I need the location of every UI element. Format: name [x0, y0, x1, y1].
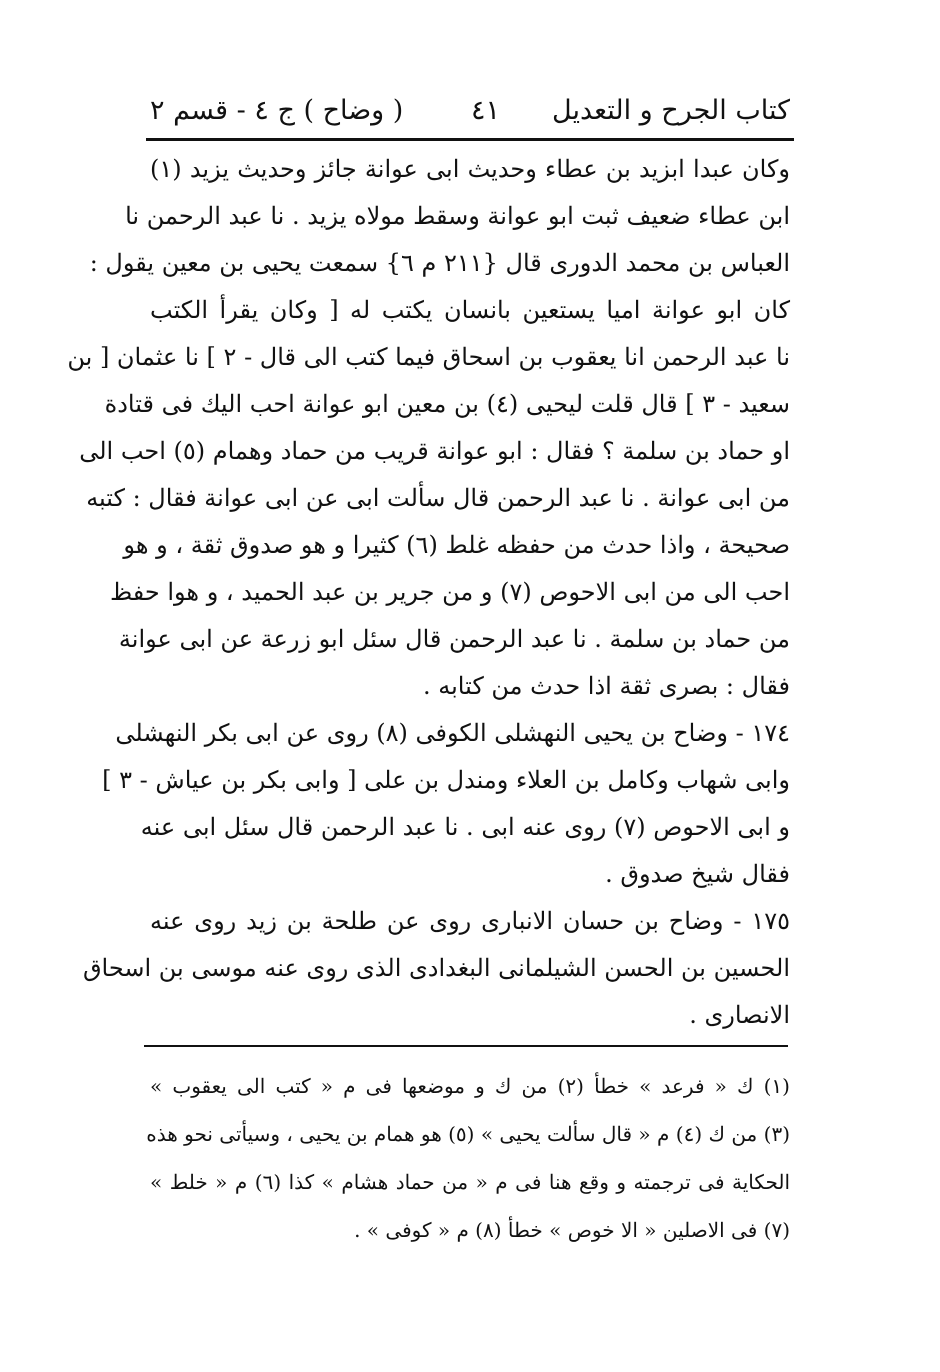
header-rule	[146, 138, 794, 141]
footnote-rule	[144, 1045, 788, 1047]
text-line: سعيد - ٣ ] قال قلت ليحيى (٤) بن معين ابو عوانة احب اليك فى قتادة	[104, 390, 790, 418]
footnote-line: (٣) من ك (٤) م « قال سألت يحيى » (٥) هو همام بن يحيى ، وسيأتى نحو هذه	[146, 1122, 790, 1146]
main-text	[67, 146, 790, 1039]
text-line: نا عبد الرحمن انا يعقوب بن اسحاق فيما كتب الى قال - ٢ ] نا عثمان [ بن	[67, 343, 790, 371]
entry-174-line: ١٧٤ - وضاح بن يحيى النهشلى الكوفى (٨) روى عن ابى بكر النهشلى	[115, 719, 790, 747]
text-line: فقال شيخ صدوق .	[605, 860, 790, 888]
text-line: صحيحة ، واذا حدث من حفظه غلط (٦) كثيرا و هو صدوق ثقة ، و هو	[123, 531, 790, 559]
text-line: ابن عطاء ضعيف ثبت ابو عوانة وسقط مولاه يزيد . نا عبد الرحمن نا	[125, 202, 790, 230]
text-line: وابى شهاب وكامل بن العلاء ومندل بن على [ وابى بكر بن عياش - ٣ ]	[102, 766, 790, 794]
text-line: و ابى الاحوص (٧) روى عنه ابى . نا عبد الرحمن قال سئل ابى عنه	[140, 813, 790, 841]
section-label: ( وضاح ) ج ٤ - قسم ٢	[150, 95, 404, 126]
text-line: فقال : بصرى ثقة اذا حدث من كتابه .	[422, 672, 790, 700]
book-title: كتاب الجرح و التعديل	[552, 95, 790, 126]
entry-175-line: ١٧٥ - وضاح بن حسان الانبارى روى عن طلحة بن زيد روى عنه	[150, 907, 790, 935]
text-line: العباس بن محمد الدورى قال {٢١١ م ٦} سمعت يحيى بن معين يقول :	[89, 249, 790, 277]
footnote-line: الحكاية فى ترجمته و وقع هنا فى م « من حماد هشام » كذا (٦) م « خلط »	[150, 1170, 791, 1194]
footnotes	[146, 1062, 791, 1254]
footnote-line: (١) ك « فرعد » خطأ (٢) من ك و موضعها فى م « كتب الى يعقوب »	[150, 1074, 790, 1098]
text-line: احب الى من ابى الاحوص (٧) و من جرير بن عبد الحميد ، و هوا حفظ	[109, 578, 790, 606]
page-number: ٤١	[470, 95, 500, 126]
footnote-line: (٧) فى الاصلين « الا خوص » خطأ (٨) م « كوفى » .	[354, 1218, 790, 1242]
text-line: او حماد بن سلمة ؟ فقال : ابو عوانة قريب من حماد وهمام (٥) احب الى	[79, 437, 790, 465]
text-line: كان ابو عوانة اميا يستعين بانسان يكتب له [ وكان يقرأ الكتب	[150, 296, 790, 324]
text-line: الانصارى .	[689, 1001, 790, 1029]
text-line: من حماد بن سلمة . نا عبد الرحمن قال سئل ابو زرعة عن ابى عوانة	[118, 625, 790, 653]
text-line: من ابى عوانة . نا عبد الرحمن قال سألت ابى عن ابى عوانة فقال : كتبه	[86, 484, 790, 512]
text-line: وكان عبدا ابزيد بن عطاء وحديث ابى عوانة جائز وحديث يزيد (١)	[150, 155, 790, 183]
running-header	[150, 88, 790, 134]
text-line: الحسين بن الحسن الشيلمانى البغدادى الذى روى عنه موسى بن اسحاق	[82, 954, 790, 982]
